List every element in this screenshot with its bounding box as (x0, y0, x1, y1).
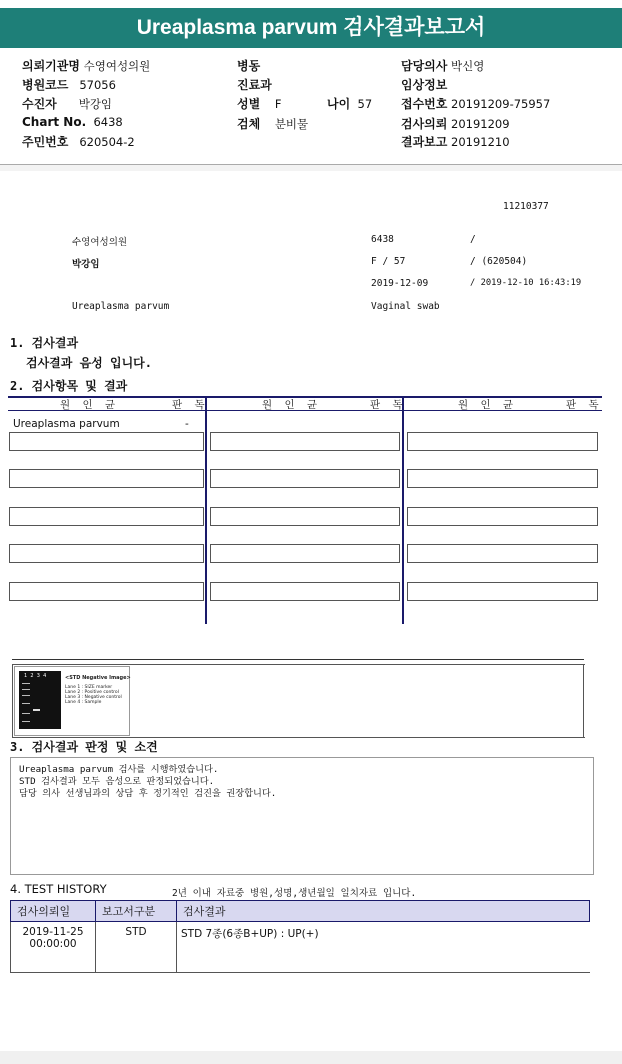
result-box (210, 507, 400, 526)
gel-band (22, 721, 30, 722)
gel-image-panel (14, 666, 130, 736)
column-divider-1 (205, 396, 207, 624)
history-date-cell (11, 922, 96, 973)
header-field-department: 진료과 (237, 78, 272, 92)
result-box (9, 507, 204, 526)
history-header-result: 검사결과 (177, 901, 590, 922)
info-patient: 박강임 (72, 259, 100, 270)
gel-band (22, 703, 30, 704)
result-box (9, 582, 204, 601)
section3-title: 3. 검사결과 판정 및 소견 (10, 740, 158, 754)
section1-result-text: 검사결과 음성 입니다. (26, 356, 153, 370)
header-field-sex: 성별 F (237, 97, 282, 111)
result-box (9, 544, 204, 563)
header-band (0, 165, 622, 171)
gel-band (22, 689, 30, 690)
gel-band (22, 713, 30, 714)
item-result: - (185, 418, 189, 430)
history-header-date: 검사의뢰일 (11, 901, 96, 922)
section4-note: 2년 이내 자료중 병원,성명,생년월일 일치자료 입니다. (172, 888, 417, 899)
header-field-report-date: 결과보고 20191210 (401, 135, 510, 149)
gel-caption-lane4: Lane 4 : Sample (65, 700, 102, 705)
result-box (407, 469, 598, 488)
item-name: Ureaplasma parvum (13, 418, 120, 430)
history-type: STD (96, 922, 177, 973)
col-header-pathogen-2: 원 인 균 (262, 399, 321, 411)
section4-title: 4. TEST HISTORY (10, 882, 107, 896)
result-box (210, 544, 400, 563)
info-sex-age: F / 57 (371, 256, 406, 267)
gel-band-positive (33, 709, 40, 711)
history-header-type: 보고서구분 (96, 901, 177, 922)
col-header-result-3: 판 독 (566, 399, 602, 411)
result-box (9, 432, 204, 451)
gel-frame-right (583, 664, 584, 737)
history-table (10, 900, 590, 973)
header-field-chart-no: Chart No. 6438 (22, 115, 123, 129)
gel-lane-numbers: 1 2 3 4 (24, 673, 47, 679)
header-field-receipt-no: 접수번호 20191209-75957 (401, 97, 551, 111)
report-code: 11210377 (503, 201, 549, 212)
header-field-age: 나이 57 (327, 97, 373, 111)
section1-title: 1. 검사결과 (10, 336, 79, 350)
header-field-doctor: 담당의사 박신영 (401, 59, 485, 73)
header-field-hospital: 의뢰기관명 수영여성의원 (22, 59, 151, 73)
column-divider-2 (402, 396, 404, 624)
opinion-line: 담당 의사 선생님과의 상담 후 정기적인 검진을 권장합니다. (19, 788, 277, 799)
result-box (407, 582, 598, 601)
col-header-result-2: 판 독 (370, 399, 406, 411)
gel-divider (12, 659, 584, 660)
table-row (11, 922, 590, 973)
opinion-line: Ureaplasma parvum 검사를 시행하였습니다. (19, 764, 219, 775)
result-box (407, 544, 598, 563)
history-date: 2019-11-25 (22, 926, 84, 938)
history-header-row (11, 901, 590, 922)
info-report-datetime: / 2019-12-10 16:43:19 (470, 278, 582, 288)
info-hospital: 수영여성의원 (72, 237, 128, 248)
result-box (9, 469, 204, 488)
history-result: STD 7종(6종B+UP) : UP(+) (177, 922, 590, 973)
opinion-line: STD 검사결과 모두 음성으로 판정되었습니다. (19, 776, 215, 787)
header-field-ward: 병동 (237, 59, 261, 73)
info-test-name: Ureaplasma parvum (72, 301, 170, 312)
info-chart-no: 6438 (371, 234, 394, 245)
result-box (210, 582, 400, 601)
info-request-date: 2019-12-09 (371, 278, 429, 289)
col-header-pathogen-1: 원 인 균 (60, 399, 119, 411)
header-field-patient: 수진자 박강임 (22, 97, 113, 111)
result-box (407, 432, 598, 451)
header-field-request-date: 검사의뢰 20191209 (401, 117, 510, 131)
gel-band (22, 683, 30, 684)
info-slash: / (470, 234, 476, 245)
col-header-result-1: 판 독 (172, 399, 208, 411)
opinion-box (10, 757, 594, 875)
gel-caption-title: <STD Negative Image> (65, 675, 131, 681)
gel-electrophoresis-image (19, 671, 61, 729)
header-field-hospital-code: 병원코드 57056 (22, 78, 116, 92)
info-birth: / (620504) (470, 256, 528, 267)
header-field-specimen: 검체 분비물 (237, 117, 309, 131)
header-field-clinical-info: 임상정보 (401, 78, 448, 92)
result-box (210, 469, 400, 488)
gel-caption-lane3: Lane 3 : Negative control (65, 695, 122, 700)
info-specimen: Vaginal swab (371, 301, 440, 312)
report-title: Ureaplasma parvum 검사결과보고서 (0, 8, 622, 48)
page-footer-band (0, 1051, 622, 1064)
header-field-resident-no: 주민번호 620504-2 (22, 135, 135, 149)
history-time: 00:00:00 (29, 938, 77, 950)
result-box (210, 432, 400, 451)
gel-band (22, 695, 30, 696)
col-header-pathogen-3: 원 인 균 (458, 399, 517, 411)
gel-caption-lane1: Lane 1 : SIZE marker (65, 685, 113, 690)
gel-caption-lane2: Lane 2 : Positive control (65, 690, 119, 695)
section2-title: 2. 검사항목 및 결과 (10, 379, 128, 393)
result-box (407, 507, 598, 526)
